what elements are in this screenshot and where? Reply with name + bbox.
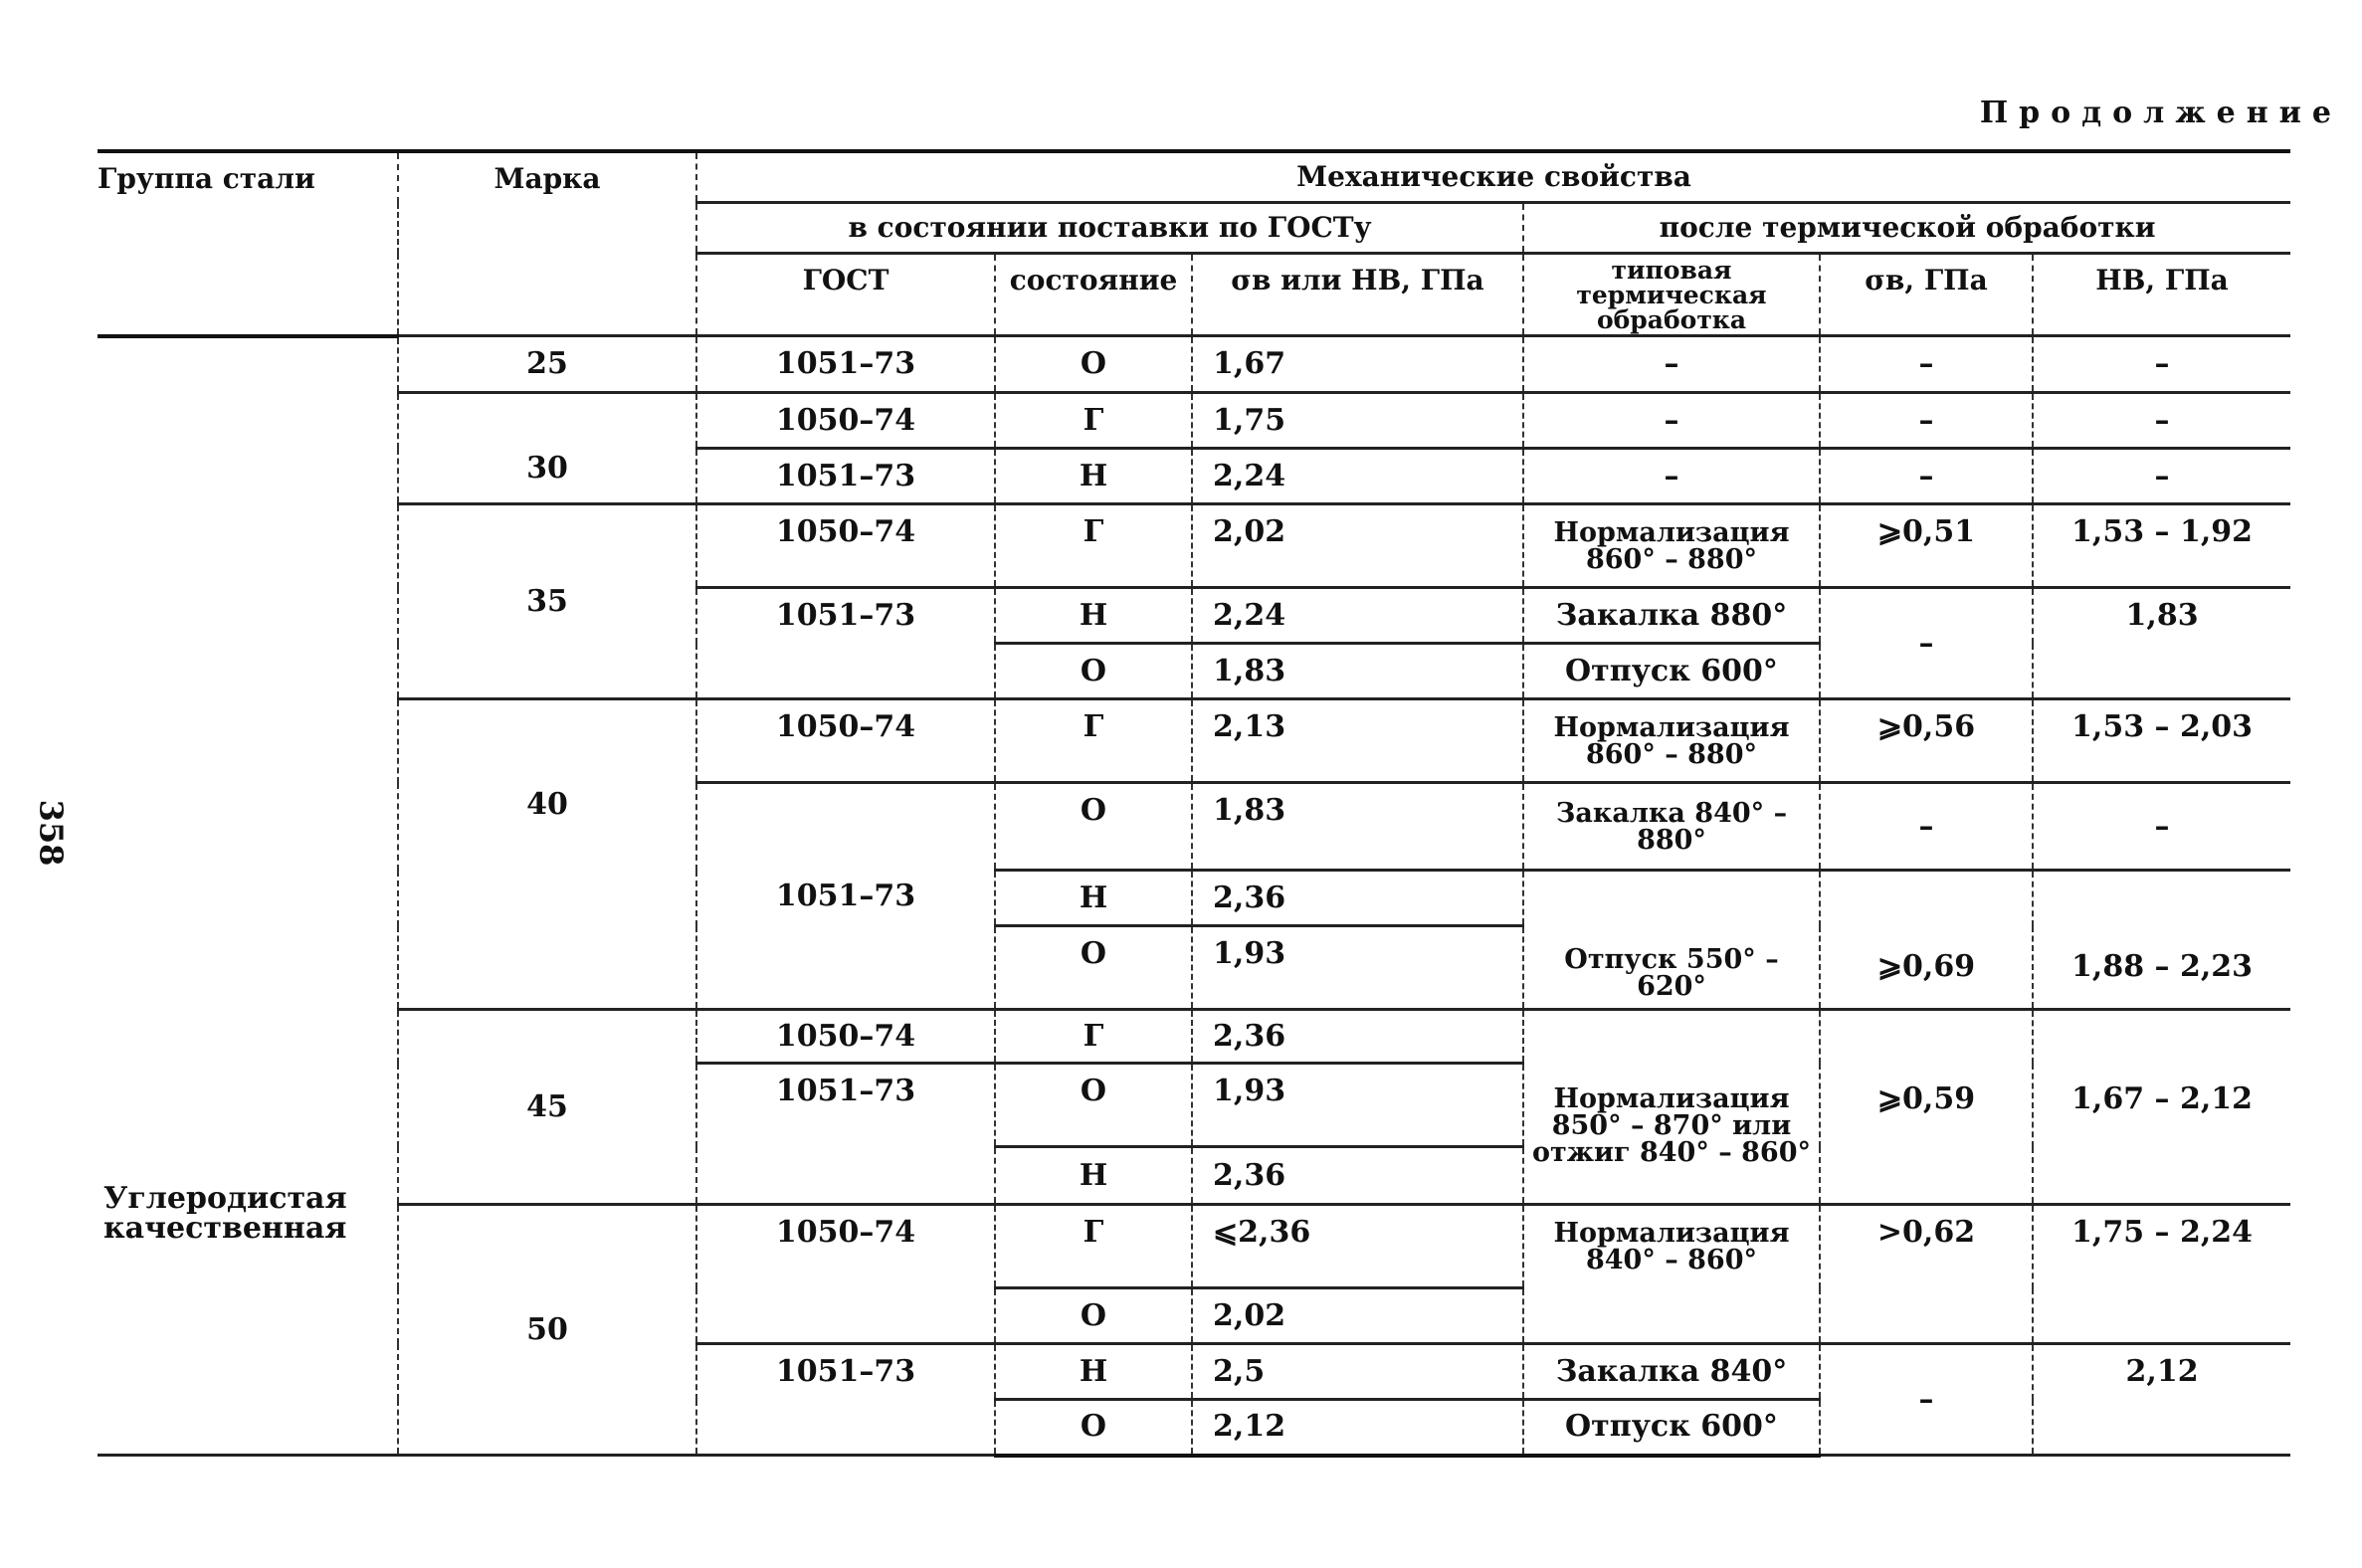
grade-cell: 35 [398,504,696,699]
gost-cell: 1051–73 [696,1344,995,1456]
sigma-cell: ⩾0,69 [1820,871,2033,1010]
state-cell: Г [995,393,1192,449]
hb-cell: – [2033,393,2290,449]
value-cell: 2,36 [1192,871,1523,926]
gost-cell: 1051–73 [696,336,995,393]
value-cell: 2,5 [1192,1344,1523,1400]
hb-cell: 1,75 – 2,24 [2033,1205,2290,1344]
value-cell: ⩽2,36 [1192,1205,1523,1288]
state-cell: Н [995,1147,1192,1205]
steel-group-cell [98,336,398,1456]
value-cell: 2,24 [1192,449,1523,504]
state-cell: Н [995,449,1192,504]
value-cell: 1,83 [1192,644,1523,699]
grade-cell: 30 [398,393,696,504]
value-cell: 1,67 [1192,336,1523,393]
mechanical-properties-table [98,149,2290,1458]
state-cell: Г [995,699,1192,783]
gost-cell: 1051–73 [696,449,995,504]
header-hb: НВ, ГПа [2033,254,2290,336]
state-cell: О [995,1064,1192,1147]
state-cell: О [995,1288,1192,1344]
treatment-cell: Нормализация 850° – 870° или отжиг 840° – 860° [1523,1010,1820,1205]
gost-cell: 1051–73 [696,1064,995,1205]
sigma-cell: – [1820,393,2033,449]
treatment-cell: Закалка 840° [1523,1344,1820,1400]
treatment-cell: Отпуск 550° – 620° [1523,871,1820,1010]
treatment-cell: Нормализация 860° – 880° [1523,504,1820,588]
hb-cell: – [2033,449,2290,504]
header-group: Группа стали [98,151,398,336]
gost-cell: 1050–74 [696,393,995,449]
state-cell: О [995,783,1192,871]
header-grade: Марка [398,151,696,336]
gost-cell: 1050–74 [696,1205,995,1344]
state-cell: Г [995,504,1192,588]
treatment-cell: Закалка 840° – 880° [1523,783,1820,871]
value-cell: 2,12 [1192,1400,1523,1456]
value-cell: 1,75 [1192,393,1523,449]
value-cell: 1,93 [1192,1064,1523,1147]
header-after-treatment: после термической обработки [1523,203,2290,254]
treatment-cell: – [1523,449,1820,504]
hb-cell: 1,53 – 2,03 [2033,699,2290,783]
value-cell: 2,24 [1192,588,1523,644]
treatment-cell: – [1523,336,1820,393]
gost-cell: 1050–74 [696,504,995,588]
hb-cell: – [2033,783,2290,871]
value-cell: 2,13 [1192,699,1523,783]
treatment-cell: – [1523,393,1820,449]
treatment-cell: Нормализация 860° – 880° [1523,699,1820,783]
value-cell: 2,02 [1192,504,1523,588]
state-cell: О [995,926,1192,1010]
value-cell: 1,83 [1192,783,1523,871]
page-number: 358 [32,799,71,867]
state-cell: Н [995,588,1192,644]
grade-cell: 25 [398,336,696,393]
header-delivery: в состоянии поставки по ГОСТу [696,203,1523,254]
header-state: состояние [995,254,1192,336]
header-typical-treatment: типовая термическая обработка [1523,254,1820,336]
sigma-cell: – [1820,449,2033,504]
header-mechanical: Механические свойства [696,151,2290,203]
state-cell: Н [995,1344,1192,1400]
sigma-cell: – [1820,336,2033,393]
sigma-cell: ⩾0,59 [1820,1010,2033,1205]
hb-cell: 2,12 [2033,1344,2290,1456]
continued-label: Продолжение [1979,96,2342,130]
header-sigma: σв, ГПа [1820,254,2033,336]
state-cell: О [995,336,1192,393]
treatment-cell: Закалка 880° [1523,588,1820,644]
value-cell: 2,02 [1192,1288,1523,1344]
hb-cell: 1,88 – 2,23 [2033,871,2290,1010]
sigma-cell: – [1820,783,2033,871]
sigma-cell: >0,62 [1820,1205,2033,1344]
sigma-cell: – [1820,1344,2033,1456]
gost-cell: 1050–74 [696,699,995,783]
sigma-cell: – [1820,588,2033,699]
gost-cell: 1050–74 [696,1010,995,1064]
state-cell: О [995,644,1192,699]
grade-cell: 45 [398,1010,696,1205]
state-cell: О [995,1400,1192,1456]
treatment-cell: Отпуск 600° [1523,644,1820,699]
grade-cell: 40 [398,699,696,1010]
hb-cell: 1,67 – 2,12 [2033,1010,2290,1205]
steel-group-label: Углеродистая качественная [103,1181,347,1247]
header-sigma-hb: σв или НВ, ГПа [1192,254,1523,336]
header-gost: ГОСТ [696,254,995,336]
state-cell: Г [995,1205,1192,1288]
sigma-cell: ⩾0,56 [1820,699,2033,783]
treatment-cell: Отпуск 600° [1523,1400,1820,1456]
state-cell: Н [995,871,1192,926]
grade-cell: 50 [398,1205,696,1456]
treatment-cell: Нормализация 840° – 860° [1523,1205,1820,1344]
value-cell: 2,36 [1192,1010,1523,1064]
hb-cell: 1,53 – 1,92 [2033,504,2290,588]
gost-cell: 1051–73 [696,588,995,699]
sigma-cell: ⩾0,51 [1820,504,2033,588]
state-cell: Г [995,1010,1192,1064]
hb-cell: – [2033,336,2290,393]
value-cell: 1,93 [1192,926,1523,1010]
gost-cell: 1051–73 [696,783,995,1010]
hb-cell: 1,83 [2033,588,2290,699]
value-cell: 2,36 [1192,1147,1523,1205]
